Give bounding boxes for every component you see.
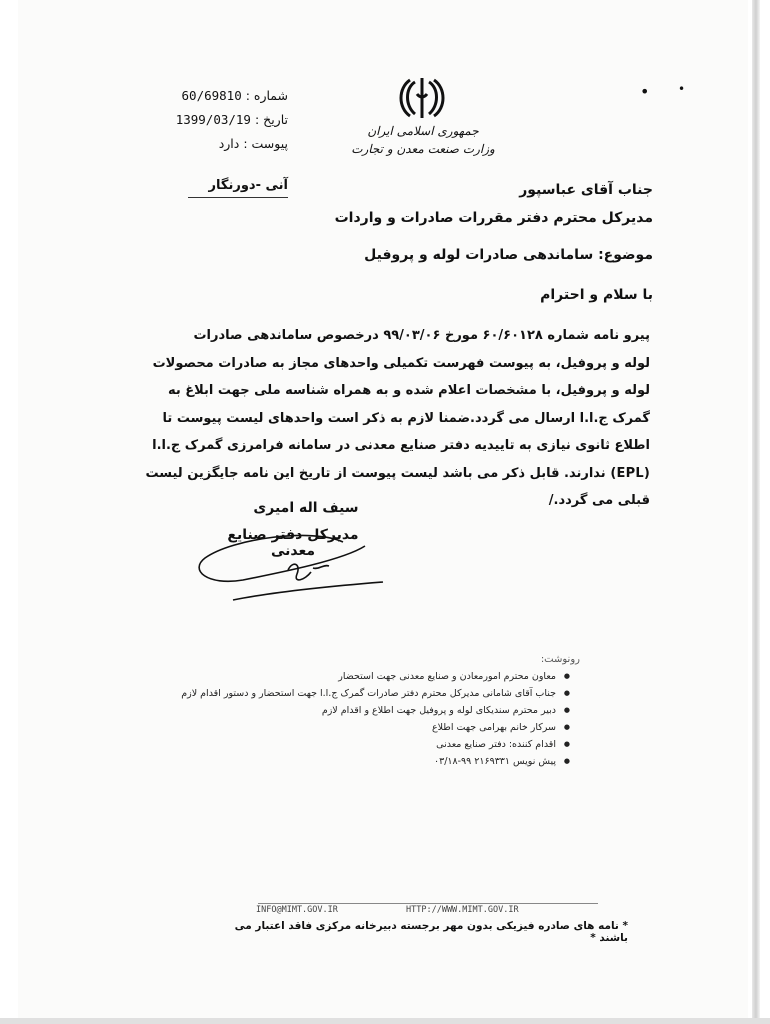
number-label: شماره :	[245, 88, 288, 103]
cc-item: ● جناب آقای شامانی مدیرکل محترم دفتر صادرات گمرک ج.ا.ا جهت استحضار و دستور اقدام لازم	[130, 685, 570, 702]
iran-emblem-icon	[398, 74, 446, 122]
number-value: 60/69810	[181, 88, 242, 103]
footer-divider	[258, 903, 598, 904]
body-line: (EPL) ندارند. قابل ذکر می باشد لیست پیوست از تاریخ این نامه جایگزین لیست	[145, 465, 650, 481]
cc-item: ● معاون محترم امورمعادن و صنایع معدنی جهت استحضار	[130, 668, 570, 685]
letter-number	[138, 84, 288, 108]
recipient-block	[233, 176, 653, 232]
scan-edge	[752, 0, 760, 1024]
ministry-name: وزارت صنعت معدن و تجارت	[351, 142, 495, 156]
cc-label: رونوشت:	[540, 654, 580, 665]
letter-date	[138, 108, 288, 132]
footer-website: HTTP://WWW.MIMT.GOV.IR	[406, 905, 519, 915]
margin-dot: •	[678, 82, 686, 96]
cc-item: ● دبیر محترم سندیکای لوله و پروفیل جهت اطلاع و اقدام لازم	[130, 702, 570, 719]
body-line: پیرو نامه شماره ۶۰/۶۰۱۲۸ مورخ ۹۹/۰۳/۰۶ درخصوص ساماندهی صادرات	[193, 328, 650, 343]
date-value: 1399/03/19	[175, 112, 251, 127]
footer-email: INFO@MIMT.GOV.IR	[256, 905, 338, 915]
urgency-label: آنی -دورنگار	[208, 178, 288, 193]
body-line: گمرک ج.ا.ا ارسال می گردد.ضمنا لازم به ذکر است واحدهای لیست پیوست تا	[162, 410, 650, 426]
letter-body	[135, 322, 650, 515]
cc-item: ● سرکار خانم بهرامی جهت اطلاع	[130, 719, 570, 736]
letter-page	[18, 0, 748, 1024]
body-line: قبلی می گردد./	[548, 493, 650, 508]
footer-note: * نامه های صادره فیزیکی بدون مهر برجسته دبیرخانه مرکزی فاقد اعتبار می باشند *	[234, 920, 628, 944]
cc-list	[130, 668, 570, 770]
margin-dot: •	[640, 82, 650, 101]
body-line: لوله و پروفیل، با مشخصات اعلام شده و به همراه شناسه ملی جهت ابلاغ به	[167, 383, 650, 398]
signer-name: سیف اله امیری	[253, 500, 359, 516]
cc-item: ● اقدام کننده: دفتر صنایع معدنی	[130, 736, 570, 753]
recipient-title: مدیرکل محترم دفتر مقررات صادرات و واردات	[334, 210, 653, 226]
letter-greeting: با سلام و احترام	[540, 287, 653, 303]
signer-title: مدیرکل دفتر صنایع معدنی	[227, 527, 359, 559]
letter-meta	[138, 84, 288, 156]
recipient-name: جناب آقای عباسپور	[519, 182, 653, 198]
scan-edge-bottom	[0, 1018, 770, 1024]
body-line: اطلاع ثانوی نیازی به تاییدیه دفتر صنایع معدنی در سامانه فرامرزی گمرک ج.ا.ا	[152, 438, 650, 453]
country-name: جمهوری اسلامی ایران	[367, 124, 479, 138]
cc-item: ● پیش نویس ۲۱۶۹۳۳۱ ۹۹-۰۳/۱۸	[130, 753, 570, 770]
attachment-label: پیوست :	[243, 136, 288, 151]
date-label: تاریخ :	[254, 112, 288, 127]
ministry-caption	[348, 122, 498, 158]
letter-attachment	[138, 132, 288, 156]
body-line: لوله و پروفیل، به پیوست فهرست تکمیلی واحدهای مجاز به صادرات محصولات	[152, 355, 650, 371]
letter-subject: موضوع: ساماندهی صادرات لوله و پروفیل	[364, 247, 653, 263]
attachment-value: دارد	[218, 136, 240, 151]
handwritten-signature	[193, 520, 393, 610]
